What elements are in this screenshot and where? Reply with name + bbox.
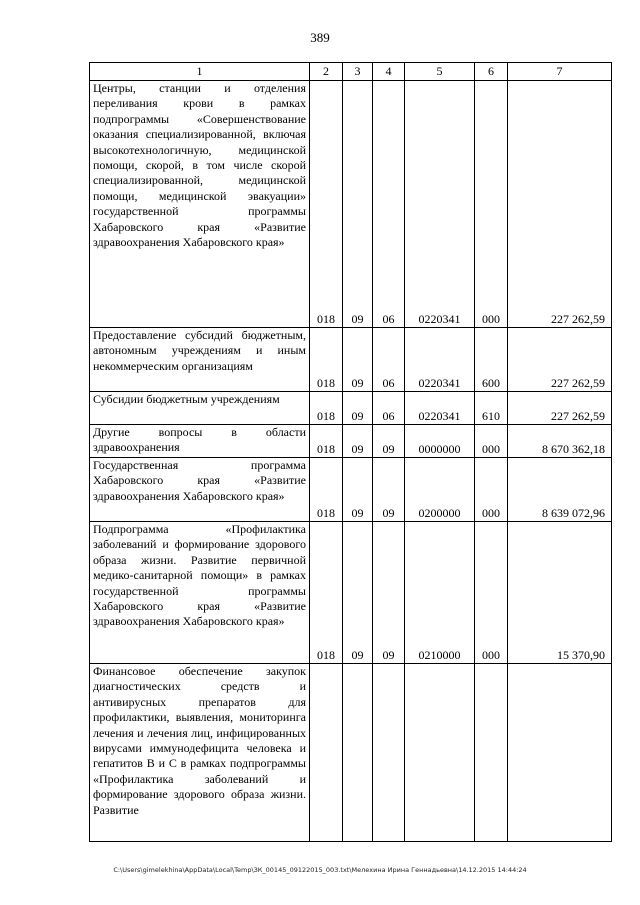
cell-target-article: 0220341 [405,328,475,392]
column-header: 4 [373,63,405,81]
table-row [90,458,612,522]
cell-subsection [373,664,405,842]
cell-target-article: 0220341 [405,392,475,425]
cell-section: 09 [343,458,373,522]
cell-expense-type: 610 [475,392,508,425]
cell-subsection: 09 [373,458,405,522]
cell-target-article: 0000000 [405,425,475,458]
row-name: Предоставление субсидий бюджетным, автономным учреждениям и иным некоммерческим организациям [90,328,310,392]
cell-amount [508,664,612,842]
row-name: Подпрограмма «Профилактика заболеваний и формирование здорового образа жизни. Развитие первичной медико-санитарной помощи» в рамках государственной программы Хабаровского края «Развитие здравоохранения Хабаровского края» [90,522,310,664]
row-name: Государственная программа Хабаровского края «Развитие здравоохранения Хабаровского края» [90,458,310,522]
cell-expense-type: 000 [475,522,508,664]
cell-subsection: 09 [373,425,405,458]
cell-amount: 15 370,90 [508,522,612,664]
column-header: 5 [405,63,475,81]
cell-subsection: 09 [373,522,405,664]
cell-amount: 227 262,59 [508,81,612,328]
row-name: Другие вопросы в области здравоохранения [90,425,310,458]
cell-target-article [405,664,475,842]
cell-amount: 8 670 362,18 [508,425,612,458]
cell-ministry: 018 [310,328,343,392]
cell-section: 09 [343,522,373,664]
cell-target-article: 0220341 [405,81,475,328]
column-header: 7 [508,63,612,81]
cell-target-article: 0200000 [405,458,475,522]
row-name: Центры, станции и отделения переливания крови в рамках подпрограммы «Совершенствование оказания специализированной, включая высокотехнологичную, медицинской помощи, скорой, в том числе скорой специализированной, медицинской помощи, медицинской эвакуации» государственной программы Хабаровского края «Развитие здравоохранения Хабаровского края» [90,81,310,328]
cell-ministry: 018 [310,81,343,328]
cell-amount: 227 262,59 [508,392,612,425]
row-name: Финансовое обеспечение закупок диагностических средств и антивирусных препаратов для профилактики, выявления, мониторинга лечения и лечения лиц, инфицированных вирусами иммунодефицита человека и гепатитов B и C в рамках подпрограммы «Профилактика заболеваний и формирование здорового образа жизни. Развитие [90,664,310,842]
cell-ministry: 018 [310,522,343,664]
cell-ministry: 018 [310,392,343,425]
cell-ministry [310,664,343,842]
column-header: 3 [343,63,373,81]
table-row [90,522,612,664]
cell-amount: 227 262,59 [508,328,612,392]
cell-target-article: 0210000 [405,522,475,664]
cell-subsection: 06 [373,81,405,328]
table-row [90,328,612,392]
cell-expense-type [475,664,508,842]
table-row [90,664,612,842]
cell-expense-type: 000 [475,425,508,458]
cell-ministry: 018 [310,425,343,458]
cell-amount: 8 639 072,96 [508,458,612,522]
cell-subsection: 06 [373,328,405,392]
column-header: 2 [310,63,343,81]
cell-section: 09 [343,328,373,392]
cell-section: 09 [343,392,373,425]
cell-expense-type: 000 [475,458,508,522]
cell-expense-type: 000 [475,81,508,328]
cell-section: 09 [343,425,373,458]
cell-section [343,664,373,842]
column-header: 6 [475,63,508,81]
file-path-footer: C:\Users\gimelekhina\AppData\Local\Temp\ЗК_00145_09122015_003.txt\Мелехина Ирина Геннадьевна\14.12.2015 14:44:24 [113,866,527,874]
cell-expense-type: 600 [475,328,508,392]
table-row [90,392,612,425]
cell-ministry: 018 [310,458,343,522]
cell-subsection: 06 [373,392,405,425]
table-row [90,81,612,328]
budget-table [89,62,612,842]
cell-section: 09 [343,81,373,328]
column-header: 1 [90,63,310,81]
table-row [90,425,612,458]
row-name: Субсидии бюджетным учреждениям [90,392,310,425]
table-header-row [90,63,612,81]
page-number: 389 [310,30,330,45]
